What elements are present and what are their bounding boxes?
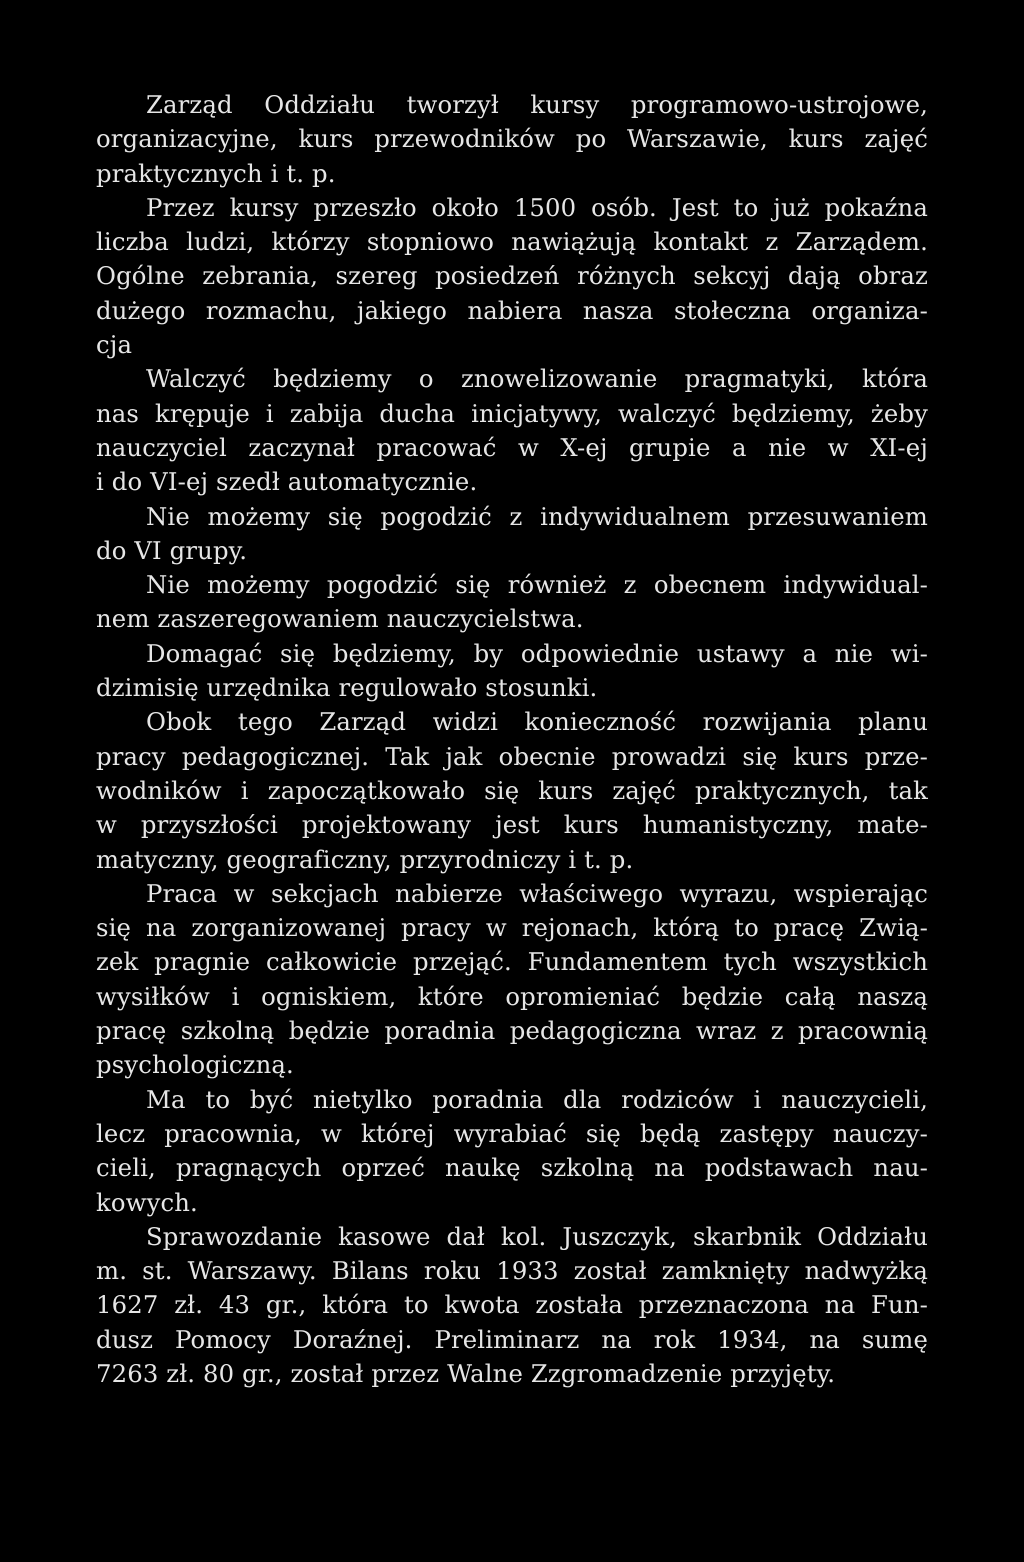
text-line: organizacyjne, kurs przewodników po Warszawie, kurs zajęć	[96, 124, 928, 154]
text-line: Praca w sekcjach nabierze właściwego wyrazu, wspierając	[146, 878, 928, 908]
text-line: lecz pracownia, w której wyrabiać się będą zastępy nauczy-	[96, 1118, 928, 1148]
text-line: liczba ludzi, którzy stopniowo nawiążują kontakt z Zarządem.	[96, 227, 928, 257]
text-line: nem zaszeregowaniem nauczycielstwa.	[96, 604, 584, 634]
text-line: cieli, pragnących oprzeć naukę szkolną na podstawach nau-	[96, 1153, 928, 1183]
text-line: praktycznych i t. p.	[96, 158, 336, 188]
text-line: w przyszłości projektowany jest kurs humanistyczny, mate-	[96, 810, 928, 840]
text-line: matyczny, geograficzny, przyrodniczy i t. p.	[96, 844, 634, 874]
text-line: psychologiczną.	[96, 1050, 294, 1080]
text-line: dusz Pomocy Doraźnej. Preliminarz na rok 1934, na sumę	[96, 1324, 928, 1354]
text-line: Przez kursy przeszło około 1500 osób. Jest to już pokaźna	[146, 192, 928, 222]
text-line: Obok tego Zarząd widzi konieczność rozwijania planu	[146, 707, 928, 737]
text-line: Ma to być nietylko poradnia dla rodziców i nauczycieli,	[146, 1084, 928, 1114]
text-line: 7263 zł. 80 gr., został przez Walne Zzgromadzenie przyjęty.	[96, 1358, 836, 1388]
text-line: wodników i zapoczątkowało się kurs zajęć praktycznych, tak	[96, 775, 928, 805]
text-line: 1627 zł. 43 gr., która to kwota została przeznaczona na Fun-	[96, 1290, 928, 1320]
text-line: się na zorganizowanej pracy w rejonach, którą to pracę Zwią-	[96, 913, 928, 943]
text-line: dzimisię urzędnika regulowało stosunki.	[96, 673, 598, 703]
text-line: nas krępuje i zabija ducha inicjatywy, walczyć będziemy, żeby	[96, 398, 928, 428]
text-line: m. st. Warszawy. Bilans roku 1933 został zamknięty nadwyżką	[96, 1256, 928, 1286]
text-line: nauczyciel zaczynał pracować w X-ej grupie a nie w XI-ej	[96, 432, 928, 462]
text-line: zek pragnie całkowicie przejąć. Fundamentem tych wszystkich	[96, 947, 928, 977]
text-line: kowych.	[96, 1187, 198, 1217]
text-line: Walczyć będziemy o znowelizowanie pragmatyki, która	[146, 364, 928, 394]
text-line: pracę szkolną będzie poradnia pedagogiczna wraz z pracownią	[96, 1016, 928, 1046]
text-line: cja	[96, 330, 133, 360]
text-line: wysiłków i ogniskiem, które opromieniać będzie całą naszą	[96, 981, 928, 1011]
text-line: dużego rozmachu, jakiego nabiera nasza stołeczna organiza-	[96, 295, 928, 325]
text-line: Ogólne zebrania, szereg posiedzeń różnych sekcyj dają obraz	[96, 261, 928, 291]
text-line: Domagać się będziemy, by odpowiednie ustawy a nie wi-	[146, 638, 928, 668]
text-line: pracy pedagogicznej. Tak jak obecnie prowadzi się kurs prze-	[96, 741, 928, 771]
text-line: Zarząd Oddziału tworzył kursy programowo-ustrojowe,	[146, 90, 928, 119]
body-text	[96, 88, 928, 1391]
text-line: Sprawozdanie kasowe dał kol. Juszczyk, skarbnik Oddziału	[146, 1221, 928, 1251]
text-line: Nie możemy się pogodzić z indywidualnem przesuwaniem	[146, 501, 928, 531]
text-line: Nie możemy pogodzić się również z obecnem indywidual-	[146, 570, 928, 600]
text-line: do VI grupy.	[96, 535, 248, 565]
text-line: i do VI-ej szedł automatycznie.	[96, 467, 478, 497]
